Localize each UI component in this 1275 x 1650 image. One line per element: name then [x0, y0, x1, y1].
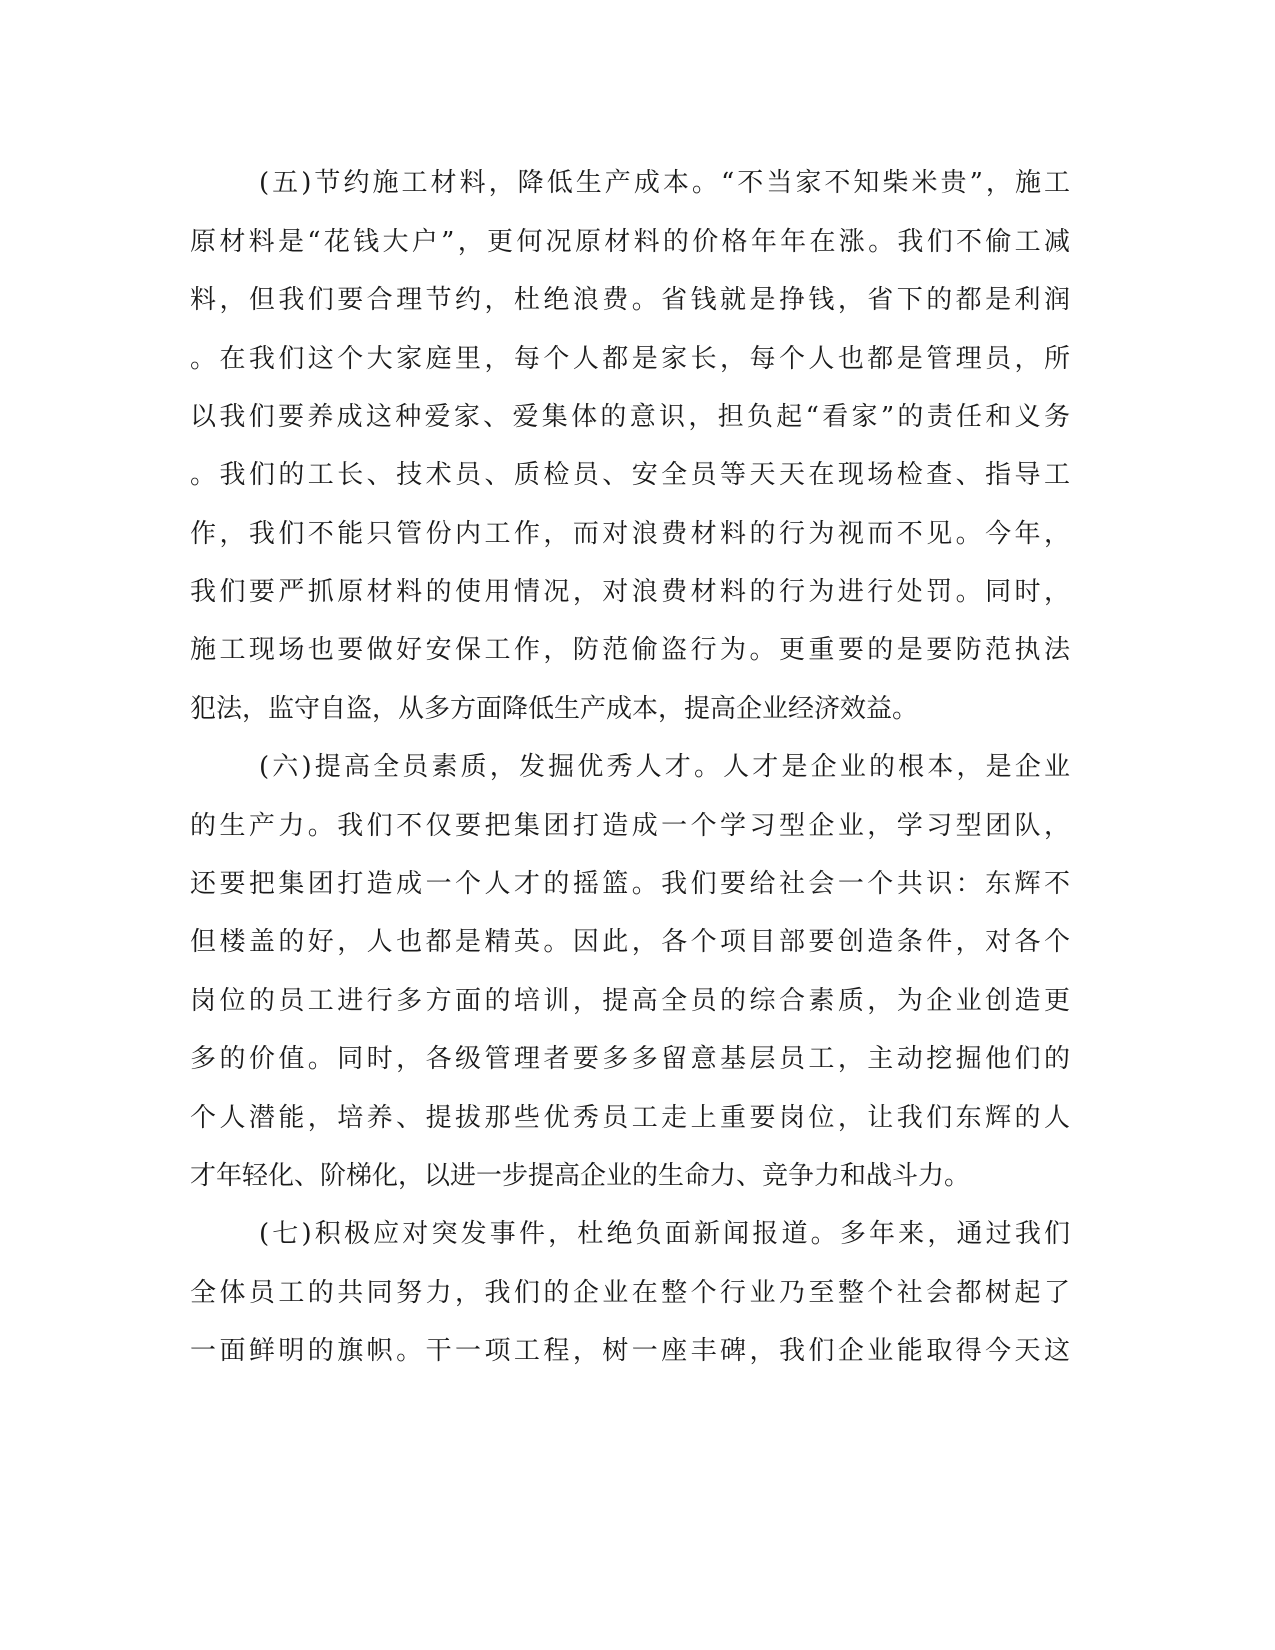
paragraph-7-line-2: 全体员工的共同努力，我们的企业在整个行业乃至整个社会都树起了	[190, 1278, 1070, 1308]
paragraph-6-line-5: 岗位的员工进行多方面的培训，提高全员的综合素质，为企业创造更	[190, 986, 1070, 1016]
paragraph-5-line-7: 作，我们不能只管份内工作，而对浪费材料的行为视而不见。今年，	[190, 519, 1070, 549]
paragraph-5-line-9: 施工现场也要做好安保工作，防范偷盗行为。更重要的是要防范执法	[190, 635, 1070, 665]
paragraph-5-line-8: 我们要严抓原材料的使用情况，对浪费材料的行为进行处罚。同时，	[190, 577, 1070, 607]
paragraph-7-line-1: (七)积极应对突发事件，杜绝负面新闻报道。多年来，通过我们	[259, 1219, 1070, 1249]
paragraph-5-line-1: (五)节约施工材料，降低生产成本。“不当家不知柴米贵”，施工	[259, 168, 1070, 198]
paragraph-6-line-8: 才年轻化、阶梯化，以进一步提高企业的生命力、竞争力和战斗力。	[190, 1161, 971, 1191]
paragraph-6-line-3: 还要把集团打造成一个人才的摇篮。我们要给社会一个共识：东辉不	[190, 869, 1070, 899]
paragraph-7-line-3: 一面鲜明的旗帜。干一项工程，树一座丰碑，我们企业能取得今天这	[190, 1336, 1070, 1366]
paragraph-5-line-4: 。在我们这个大家庭里，每个人都是家长，每个人也都是管理员，所	[190, 344, 1070, 374]
paragraph-5-line-5: 以我们要养成这种爱家、爱集体的意识，担负起“看家”的责任和义务	[190, 402, 1070, 432]
paragraph-6-line-7: 个人潜能，培养、提拔那些优秀员工走上重要岗位，让我们东辉的人	[190, 1103, 1070, 1133]
paragraph-6-line-4: 但楼盖的好，人也都是精英。因此，各个项目部要创造条件，对各个	[190, 927, 1070, 957]
paragraph-6-line-1: (六)提高全员素质，发掘优秀人才。人才是企业的根本，是企业	[259, 752, 1070, 782]
paragraph-5-line-3: 料，但我们要合理节约，杜绝浪费。省钱就是挣钱，省下的都是利润	[190, 285, 1070, 315]
paragraph-6-line-6: 多的价值。同时，各级管理者要多多留意基层员工，主动挖掘他们的	[190, 1044, 1070, 1074]
paragraph-5-line-2: 原材料是“花钱大户”，更何况原材料的价格年年在涨。我们不偷工减	[190, 227, 1070, 257]
paragraph-6-line-2: 的生产力。我们不仅要把集团打造成一个学习型企业，学习型团队，	[190, 811, 1070, 841]
paragraph-5-line-6: 。我们的工长、技术员、质检员、安全员等天天在现场检查、指导工	[190, 460, 1070, 490]
paragraph-5-line-10: 犯法，监守自盗，从多方面降低生产成本，提高企业经济效益。	[190, 694, 919, 724]
